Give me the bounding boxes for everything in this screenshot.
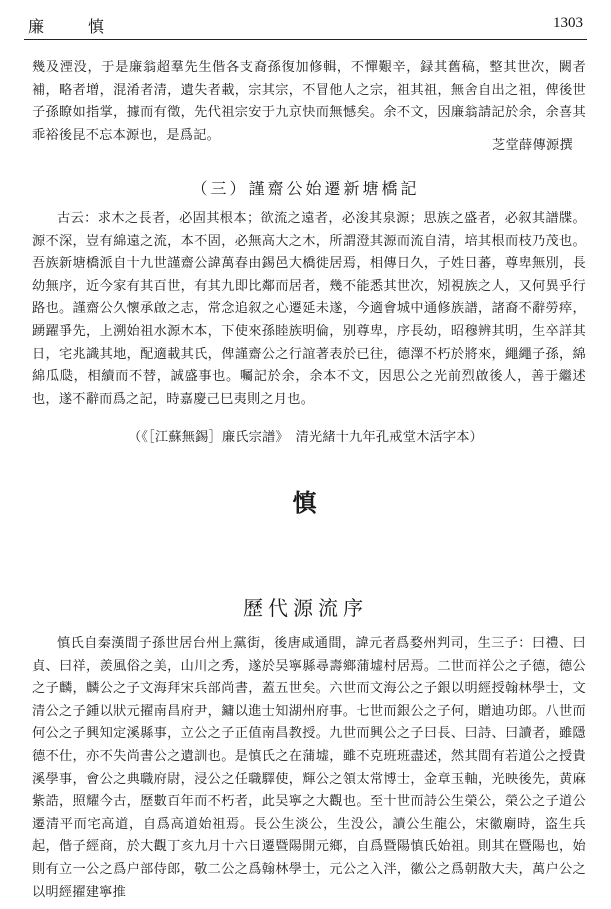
source-citation: （《［江蘇無錫］廉氏宗譜》 清光緒十九年孔戒堂木活字本） — [127, 430, 484, 445]
essay-paragraph: 古云：求木之長者，必固其根本；欲流之遠者，必浚其泉源；思族之盛者，必叙其譜牒。源不深，豈有綿遠之流，本不固，必無高大之木，所謂澄其源而流自清，培其根而枝乃茂也。吾族新塘橋派自十九世謹齋公諱萬春由錫邑大橋徙居焉，相傳日久，子姓日蕃，尊卑無別，長幼無序，近今家有其百世，有其九即比鄰而居者，幾不能悉其世次，矧視族之人，又何異乎行路也。謹齋公久懷承啟之志，常念追叙之心遷延未遂，今適會城中通修族譜，諸裔不辭勞瘁，踴躍爭先，上溯始祖水源木本，下使來孫睦族明倫，别尊卑，序長幼，昭穆辨其明，生卒詳其日，宅兆識其地，配適載其氏，俾謹齋公之行誼著表於已往，德澤不朽於將來，繩繩子孫，綿綿瓜瓞，相續而不替，誠盛事也。囑記於余，余本不文，因思公之光前烈啟後人，善于繼述也，遂不辭而爲之記，時嘉慶己巳夷則之月也。 — [32, 211, 586, 407]
essay-heading: （三）謹齋公始遷新塘橋記 — [191, 179, 420, 198]
header-rule — [24, 39, 587, 40]
page-header — [24, 12, 587, 38]
page-number: 1303 — [553, 15, 583, 31]
lineage-paragraph: 慎氏自秦漢間子孫世居台州上黨街，後唐咸通間，諱元者爲婺州判司，生三子：曰禮、曰貞、曰祥，羨風俗之美，山川之秀，遂於吴寧縣尋壽鄉蒲墟村居焉。二世而祥公之子德，德公之子麟，麟公之子文海拜宋兵部尚書，蓋五世矣。六世而文海公之子銀以明經授翰林學士，文清公之子鍾以狀元擢南昌府尹，鏞以進士知湖州府事。七世而銀公之子何，贈迪功郎。八世而何公之子興知定溪縣事，立公之子正值南昌教授。九世而興公之子曰長、曰詩、曰讀者，雖隱德不仕，亦不失尚書公之遺訓也。是慎氏之在蒲墟，雖不克班班盡述，然其間有若道公之授貴溪學事，會公之典職府尉，浸公之任職驛使，輝公之領太常博士，金章玉軸，光映後先，黄麻紫誥，照耀今古，歷數百年而不朽者，此吴寧之大觀也。至十世而詩公生榮公，榮公之子道公遷清平而宅高道，自爲高道始祖焉。長公生淡公，生没公，讀公生龍公，宋徽廟時，盗生兵起，偕子經商，於大觀丁亥九月十六日遷暨陽開元鄉，自爲暨陽慎氏始祖。則其在暨陽也，始則有立一公之爲户部侍郎，敬二公之爲翰林學士，元公之入泮，徽公之爲朝散大夫，萬户公之以明經擢建寧推 — [32, 636, 586, 900]
paragraph-continued: 幾及湮没，于是廉翁超羣先生偕各支裔孫復加修輯，不憚艱辛，録其舊稿，整其世次，闕者補，略者增，混淆者清，遺失者載，宗其宗，不冒他人之宗，祖其祖，無舍自出之祖，俾後世子孫瞭如指掌，據而有徵，先代祖宗安于九京快而無憾矣。余不文，因廉翁請記於余，余喜其乖裕後昆不忘本源也，是爲記。 — [32, 60, 586, 143]
running-head-title: 廉 慎 — [28, 17, 119, 36]
section-heading: 歷代源流序 — [243, 596, 368, 620]
surname-heading: 慎 — [292, 488, 319, 517]
author-byline: 芝堂薛傳源撰 — [492, 138, 573, 153]
